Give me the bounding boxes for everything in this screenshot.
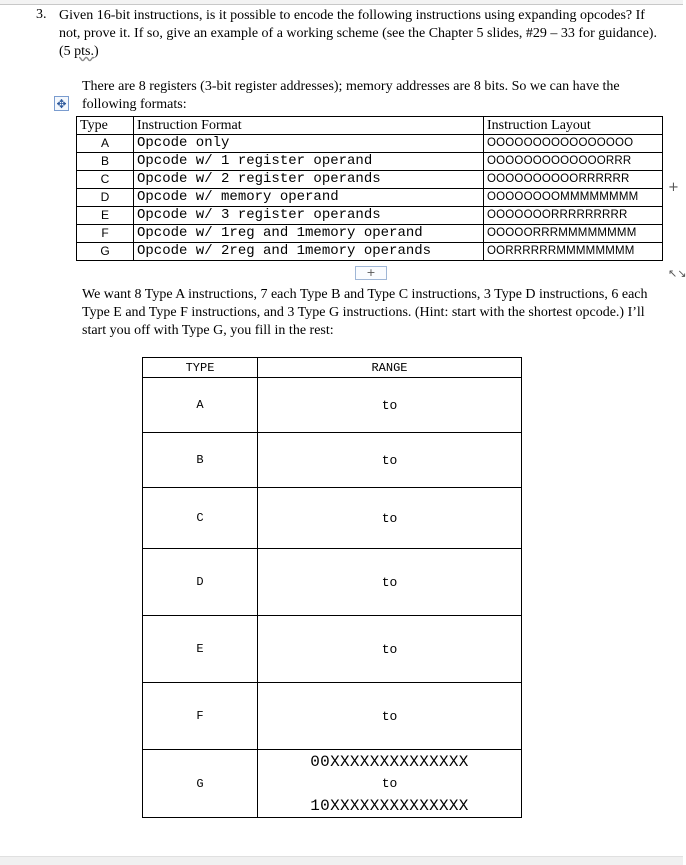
range-type: D [143,549,258,616]
formats-header-row [77,117,663,135]
page-bottom-edge [0,856,683,865]
range-type: G [143,750,258,818]
range-row [143,616,522,683]
header-format: Instruction Format [134,117,484,135]
range-g-end: 10XXXXXXXXXXXXXX [310,796,469,815]
formats-table [76,116,663,261]
question-text-end: ) [94,44,99,59]
format-layout: OORRRRRRMMMMMMMM [484,243,663,261]
range-row [143,549,522,616]
range-row [143,433,522,488]
header-type: Type [77,117,134,135]
range-g-to: to [381,775,398,791]
table-move-handle-icon[interactable]: ✥ [54,96,69,111]
range-type: C [143,488,258,549]
question-number: 3. [36,7,47,22]
range-cell-g[interactable] [258,750,522,818]
add-row-button[interactable]: + [355,266,387,280]
ranges-table [142,357,522,818]
format-type: F [77,225,134,243]
range-cell[interactable]: to [258,378,522,433]
range-cell[interactable]: to [258,433,522,488]
format-desc: Opcode w/ 1 register operand [134,153,484,171]
range-cell[interactable]: to [258,616,522,683]
spellcheck-word: pts. [74,44,95,59]
range-cell[interactable]: to [258,683,522,750]
format-desc: Opcode w/ 2reg and 1memory operands [134,243,484,261]
range-type: B [143,433,258,488]
format-row [77,225,663,243]
range-g-start: 00XXXXXXXXXXXXXX [310,752,469,771]
range-row [143,683,522,750]
format-desc: Opcode w/ 3 register operands [134,207,484,225]
range-row [143,488,522,549]
format-layout: OOOOOOOOMMMMMMMM [484,189,663,207]
format-type: G [77,243,134,261]
format-type: B [77,153,134,171]
range-row [143,750,522,818]
format-layout: OOOOORRRMMMMMMMM [484,225,663,243]
range-type: E [143,616,258,683]
header-layout: Instruction Layout [484,117,663,135]
format-layout: OOOOOOOOOOOOOOOO [484,135,663,153]
format-layout: OOOOOOOOOOOOORRR [484,153,663,171]
format-row [77,189,663,207]
format-row [77,135,663,153]
range-type: A [143,378,258,433]
question-text-main: Given 16-bit instructions, is it possible to encode the following instructions using expanding opcodes? If not, prove it. If so, give an example of a working scheme (see the Chapter 5 slides, #29 – 33 for guidance). (5 [59,8,657,59]
intro-paragraph: There are 8 registers (3-bit register addresses); memory addresses are 8 bits. So we can have the following formats: [82,79,620,112]
range-type: F [143,683,258,750]
page-edge [0,4,683,5]
question-text [59,7,659,61]
range-row [143,378,522,433]
format-desc: Opcode w/ 1reg and 1memory operand [134,225,484,243]
format-row [77,207,663,225]
format-type: A [77,135,134,153]
format-desc: Opcode only [134,135,484,153]
format-layout: OOOOOOORRRRRRRRR [484,207,663,225]
range-cell[interactable]: to [258,488,522,549]
table-resize-icon[interactable]: ↖↘ [668,267,686,280]
format-desc: Opcode w/ 2 register operands [134,171,484,189]
format-layout: OOOOOOOOOORRRRRR [484,171,663,189]
add-column-icon[interactable]: + [668,180,679,195]
ranges-header-row [143,358,522,378]
header-type: TYPE [143,358,258,378]
instructions-paragraph: We want 8 Type A instructions, 7 each Type B and Type C instructions, 3 Type D instructions, 6 each Type E and Type F instructions, and 3 Type G instructions. (Hint: start with the shortest opcode.) I’ll start you off with Type G, you fill in the rest: [82,287,648,338]
format-type: E [77,207,134,225]
format-type: C [77,171,134,189]
format-row [77,243,663,261]
format-desc: Opcode w/ memory operand [134,189,484,207]
format-row [77,171,663,189]
format-row [77,153,663,171]
format-type: D [77,189,134,207]
header-range: RANGE [258,358,522,378]
range-cell[interactable]: to [258,549,522,616]
